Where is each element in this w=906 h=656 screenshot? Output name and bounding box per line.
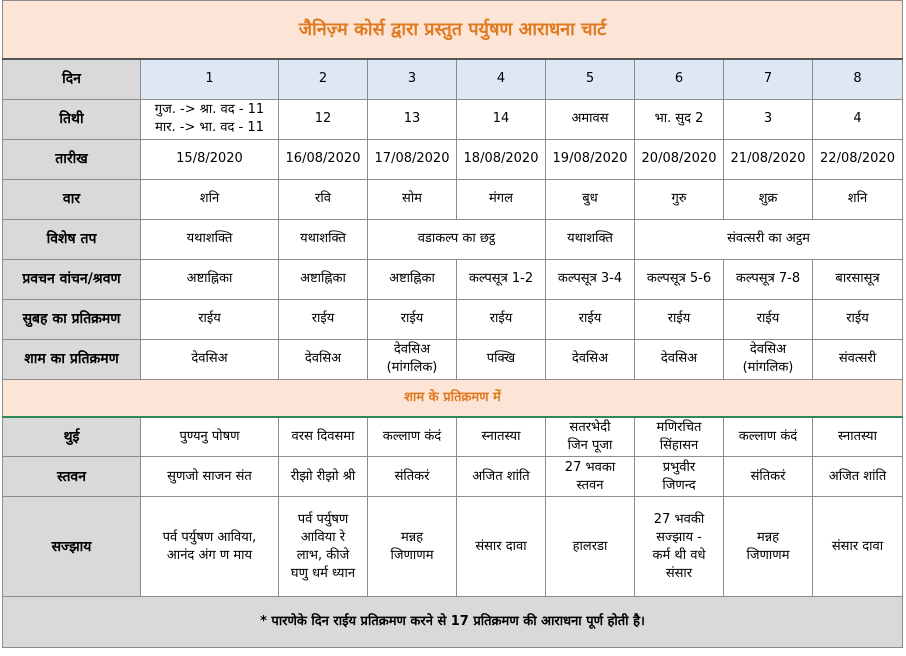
tap-cell: यथाशक्ति xyxy=(546,219,635,259)
sajjhay-cell-line: जिणाणम xyxy=(390,547,434,563)
shaam-cell xyxy=(368,339,457,379)
shaam-cell: संवत्सरी xyxy=(813,339,903,379)
subah-cell: राईय xyxy=(724,299,813,339)
stavan-row xyxy=(3,457,903,497)
stavan-cell: रीझो रीझो श्री xyxy=(279,457,368,497)
day-number: 8 xyxy=(813,59,903,99)
sajjhay-cell-line: आनंद अंग ण माय xyxy=(166,547,253,563)
tithi-gujarati: गुज. -> श्रा. वद - 11 xyxy=(154,102,265,117)
sajjhay-cell-line: पर्व पर्युषण आविया, xyxy=(162,529,257,545)
day-number: 2 xyxy=(279,59,368,99)
thui-row xyxy=(3,417,903,457)
sajjhay-cell-line: मन्नह xyxy=(756,529,780,545)
title-row xyxy=(3,1,903,60)
pravachan-cell: अष्टाह्निका xyxy=(279,259,368,299)
day-number: 7 xyxy=(724,59,813,99)
paryushan-table xyxy=(2,0,903,648)
tap-cell-chhath: वडाकल्प का छट्ठ xyxy=(368,219,546,259)
row-label-shaam: शाम का प्रतिक्रमण xyxy=(3,339,141,379)
sajjhay-cell-line: मन्नह xyxy=(400,529,424,545)
weekday-cell: रवि xyxy=(279,179,368,219)
stavan-cell-line: 27 भवका xyxy=(564,459,616,475)
weekday-cell: बुध xyxy=(546,179,635,219)
stavan-cell-line: जिणन्द xyxy=(662,477,696,493)
shaam-cell: देवसिअ xyxy=(279,339,368,379)
pravachan-row xyxy=(3,259,903,299)
sajjhay-cell-line: लाभ, कीजे xyxy=(296,547,350,563)
thui-cell-line: मणिरचित xyxy=(656,419,702,435)
thui-cell-line: जिन पूजा xyxy=(567,437,613,453)
tithi-cell: 3 xyxy=(724,99,813,139)
date-cell: 18/08/2020 xyxy=(457,139,546,179)
sajjhay-row xyxy=(3,497,903,597)
pravachan-cell: कल्पसूत्र 5-6 xyxy=(635,259,724,299)
thui-cell: कल्लाण कंदं xyxy=(368,417,457,457)
shaam-cell xyxy=(724,339,813,379)
sajjhay-cell-line: घणु धर्म ध्यान xyxy=(290,565,356,581)
tithi-cell xyxy=(141,99,279,139)
subah-cell: राईय xyxy=(813,299,903,339)
date-row xyxy=(3,139,903,179)
date-cell: 20/08/2020 xyxy=(635,139,724,179)
subah-cell: राईय xyxy=(635,299,724,339)
date-cell: 16/08/2020 xyxy=(279,139,368,179)
date-cell: 22/08/2020 xyxy=(813,139,903,179)
chart-title: जैनिज़्म कोर्स द्वारा प्रस्तुत पर्युषण आराधना चार्ट xyxy=(3,1,903,60)
stavan-cell: संतिकरं xyxy=(724,457,813,497)
row-label-din: दिन xyxy=(3,59,141,99)
date-cell: 15/8/2020 xyxy=(141,139,279,179)
tithi-cell: 14 xyxy=(457,99,546,139)
thui-cell: पुण्यनु पोषण xyxy=(141,417,279,457)
thui-cell: कल्लाण कंदं xyxy=(724,417,813,457)
day-number: 3 xyxy=(368,59,457,99)
row-label-thui: थुई xyxy=(3,417,141,457)
shaam-cell-line: (मांगलिक) xyxy=(742,360,794,375)
weekday-cell: शुक्र xyxy=(724,179,813,219)
tithi-cell: अमावस xyxy=(546,99,635,139)
stavan-cell-line: प्रभुवीर xyxy=(662,459,696,475)
tap-cell-attham: संवत्सरी का अट्ठम xyxy=(635,219,903,259)
thui-cell-line: सिंहासन xyxy=(659,437,699,453)
pravachan-cell: अष्टाह्निका xyxy=(368,259,457,299)
weekday-cell: गुरु xyxy=(635,179,724,219)
sajjhay-cell: हालरडा xyxy=(546,497,635,597)
row-label-subah: सुबह का प्रतिक्रमण xyxy=(3,299,141,339)
sajjhay-cell-line: आविया रे xyxy=(300,529,346,545)
tithi-cell: 4 xyxy=(813,99,903,139)
pravachan-cell: कल्पसूत्र 3-4 xyxy=(546,259,635,299)
sajjhay-cell-line: पर्व पर्युषण xyxy=(297,511,349,527)
shaam-cell: देवसिअ xyxy=(635,339,724,379)
sajjhay-cell-line: 27 भवकी xyxy=(653,511,705,527)
day-number: 1 xyxy=(141,59,279,99)
subah-cell: राईय xyxy=(457,299,546,339)
sajjhay-cell xyxy=(141,497,279,597)
stavan-cell: अजित शांति xyxy=(813,457,903,497)
date-cell: 21/08/2020 xyxy=(724,139,813,179)
tithi-cell: भा. सुद 2 xyxy=(635,99,724,139)
thui-cell: स्नातस्या xyxy=(457,417,546,457)
shaam-cell: पक्खि xyxy=(457,339,546,379)
sajjhay-cell xyxy=(368,497,457,597)
sajjhay-cell-line: संसार xyxy=(665,565,693,581)
footer-note: * पारणेके दिन राईय प्रतिक्रमण करने से 17 प्रतिक्रमण की आराधना पूर्ण होती है। xyxy=(3,597,903,648)
section-row xyxy=(3,379,903,417)
row-label-tarikh: तारीख xyxy=(3,139,141,179)
day-number: 5 xyxy=(546,59,635,99)
subah-cell: राईय xyxy=(368,299,457,339)
vishesh-tap-row xyxy=(3,219,903,259)
weekday-cell: सोम xyxy=(368,179,457,219)
date-cell: 17/08/2020 xyxy=(368,139,457,179)
thui-cell: स्नातस्या xyxy=(813,417,903,457)
stavan-cell: सुणजो साजन संत xyxy=(141,457,279,497)
section-heading: शाम के प्रतिक्रमण में xyxy=(3,379,903,417)
din-row xyxy=(3,59,903,99)
sajjhay-cell-line: सज्झाय - xyxy=(656,529,702,545)
shaam-cell-line: (मांगलिक) xyxy=(386,360,438,375)
tithi-cell: 12 xyxy=(279,99,368,139)
shaam-cell-line: देवसिअ xyxy=(749,342,787,357)
sajjhay-cell: संसार दावा xyxy=(813,497,903,597)
stavan-cell: संतिकरं xyxy=(368,457,457,497)
thui-cell-line: सतरभेदी xyxy=(569,419,611,435)
row-label-vaar: वार xyxy=(3,179,141,219)
sajjhay-cell-line: कर्म थी वधे xyxy=(652,547,706,563)
tithi-row xyxy=(3,99,903,139)
pravachan-cell: अष्टाह्निका xyxy=(141,259,279,299)
weekday-cell: मंगल xyxy=(457,179,546,219)
row-label-tithi: तिथी xyxy=(3,99,141,139)
subah-row xyxy=(3,299,903,339)
tithi-marwari: मार. -> भा. वद - 11 xyxy=(155,120,264,135)
shaam-cell: देवसिअ xyxy=(141,339,279,379)
footer-row xyxy=(3,597,903,648)
stavan-cell xyxy=(635,457,724,497)
row-label-vishesh-tap: विशेष तप xyxy=(3,219,141,259)
stavan-cell: अजित शांति xyxy=(457,457,546,497)
row-label-stavan: स्तवन xyxy=(3,457,141,497)
pravachan-cell: बारसासूत्र xyxy=(813,259,903,299)
thui-cell xyxy=(635,417,724,457)
tap-cell: यथाशक्ति xyxy=(141,219,279,259)
shaam-row xyxy=(3,339,903,379)
row-label-sajjhay: सज्झाय xyxy=(3,497,141,597)
sajjhay-cell xyxy=(635,497,724,597)
shaam-cell: देवसिअ xyxy=(546,339,635,379)
shaam-cell-line: देवसिअ xyxy=(393,342,431,357)
sajjhay-cell xyxy=(279,497,368,597)
thui-cell xyxy=(546,417,635,457)
day-number: 4 xyxy=(457,59,546,99)
day-number: 6 xyxy=(635,59,724,99)
tap-cell: यथाशक्ति xyxy=(279,219,368,259)
subah-cell: राईय xyxy=(279,299,368,339)
stavan-cell-line: स्तवन xyxy=(576,477,604,493)
thui-cell: वरस दिवसमा xyxy=(279,417,368,457)
tithi-cell: 13 xyxy=(368,99,457,139)
weekday-row xyxy=(3,179,903,219)
subah-cell: राईय xyxy=(141,299,279,339)
pravachan-cell: कल्पसूत्र 1-2 xyxy=(457,259,546,299)
row-label-pravachan: प्रवचन वांचन/श्रवण xyxy=(3,259,141,299)
sajjhay-cell-line: जिणाणम xyxy=(746,547,790,563)
stavan-cell xyxy=(546,457,635,497)
weekday-cell: शनि xyxy=(141,179,279,219)
sajjhay-cell: संसार दावा xyxy=(457,497,546,597)
subah-cell: राईय xyxy=(546,299,635,339)
pravachan-cell: कल्पसूत्र 7-8 xyxy=(724,259,813,299)
date-cell: 19/08/2020 xyxy=(546,139,635,179)
weekday-cell: शनि xyxy=(813,179,903,219)
sajjhay-cell xyxy=(724,497,813,597)
